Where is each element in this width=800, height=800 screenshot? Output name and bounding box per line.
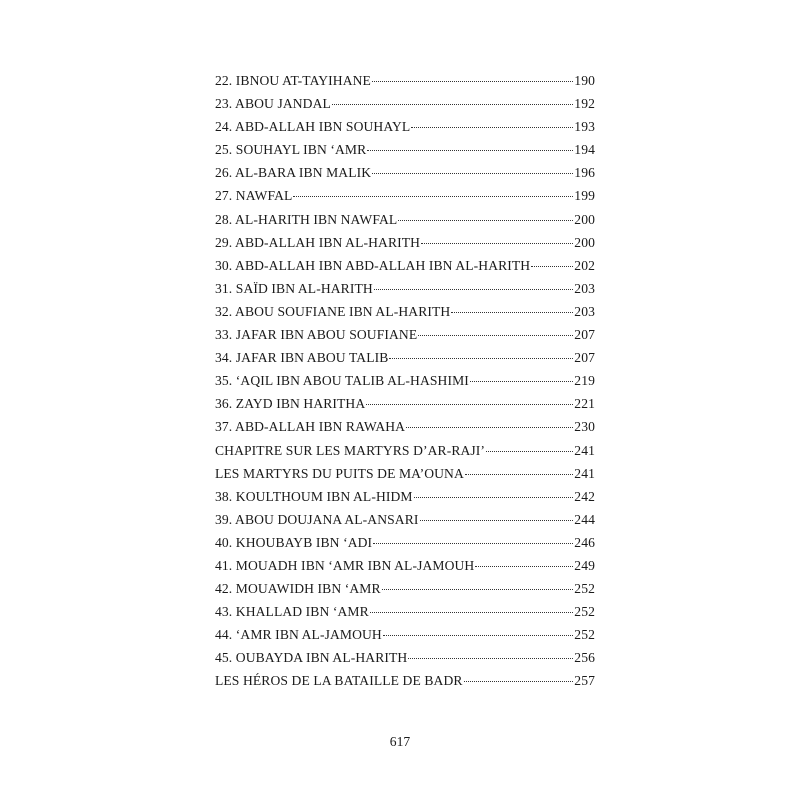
toc-entry-title: 41. MOUADH IBN ‘AMR IBN AL-JAMOUH — [215, 557, 475, 573]
toc-entry — [215, 673, 595, 696]
toc-entry-title: 34. JAFAR IBN ABOU TALIB — [215, 350, 389, 366]
toc-entry-page-number: 252 — [574, 627, 595, 643]
toc-entry — [215, 188, 595, 211]
dot-leader — [420, 520, 574, 521]
toc-entry — [215, 73, 595, 96]
toc-entry — [215, 466, 595, 489]
table-of-contents — [215, 73, 595, 697]
toc-entry-page-number: 207 — [574, 350, 595, 366]
toc-entry-page-number: 242 — [574, 488, 595, 504]
toc-entry-title: 39. ABOU DOUJANA AL-ANSARI — [215, 511, 419, 527]
toc-entry-title: 33. JAFAR IBN ABOU SOUFIANE — [215, 327, 418, 343]
toc-entry — [215, 443, 595, 466]
toc-entry-title: 37. ABD-ALLAH IBN RAWAHA — [215, 419, 406, 435]
page-number: 617 — [389, 734, 411, 749]
toc-entry — [215, 258, 595, 281]
dot-leader — [464, 681, 574, 682]
dot-leader — [406, 427, 573, 428]
dot-leader — [486, 451, 573, 452]
toc-entry-page-number: 199 — [574, 188, 595, 204]
toc-entry-title: 44. ‘AMR IBN AL-JAMOUH — [215, 627, 382, 643]
dot-leader — [372, 173, 573, 174]
toc-entry-title: 40. KHOUBAYB IBN ‘ADI — [215, 534, 373, 550]
toc-entry-page-number: 196 — [574, 165, 595, 181]
toc-entry-title: 35. ‘AQIL IBN ABOU TALIB AL-HASHIMI — [215, 373, 469, 389]
toc-entry-title: 23. ABOU JANDAL — [215, 96, 331, 112]
dot-leader — [418, 335, 573, 336]
dot-leader — [367, 150, 573, 151]
toc-entry-page-number: 230 — [574, 419, 595, 435]
toc-entry-page-number: 252 — [574, 581, 595, 597]
toc-entry-page-number: 193 — [574, 119, 595, 135]
toc-entry-title: 31. SAÏD IBN AL-HARITH — [215, 280, 373, 296]
toc-entry — [215, 235, 595, 258]
toc-entry-page-number: 190 — [574, 73, 595, 88]
toc-entry — [215, 396, 595, 419]
toc-entry-title: CHAPITRE SUR LES MARTYRS D’AR-RAJI’ — [215, 442, 486, 458]
toc-entry-title: LES MARTYRS DU PUITS DE MA’OUNA — [215, 465, 464, 481]
toc-entry-title: LES HÉROS DE LA BATAILLE DE BADR — [215, 673, 463, 689]
toc-entry — [215, 96, 595, 119]
dot-leader — [382, 589, 574, 590]
dot-leader — [372, 81, 573, 82]
dot-leader — [383, 635, 573, 636]
toc-entry-title: 30. ABD-ALLAH IBN ABD-ALLAH IBN AL-HARITH — [215, 257, 531, 273]
toc-entry-page-number: 252 — [574, 604, 595, 620]
dot-leader — [475, 566, 573, 567]
toc-entry-page-number: 203 — [574, 303, 595, 319]
toc-entry — [215, 119, 595, 142]
toc-entry-page-number: 221 — [574, 396, 595, 412]
toc-entry-page-number: 219 — [574, 373, 595, 389]
toc-entry — [215, 304, 595, 327]
toc-entry-title: 24. ABD-ALLAH IBN SOUHAYL — [215, 119, 411, 135]
dot-leader — [398, 220, 573, 221]
toc-entry — [215, 281, 595, 304]
toc-entry-page-number: 192 — [574, 96, 595, 112]
toc-entry — [215, 350, 595, 373]
toc-entry — [215, 558, 595, 581]
toc-entry — [215, 604, 595, 627]
toc-entry-title: 22. IBNOU AT-TAYIHANE — [215, 73, 371, 88]
toc-entry-title: 25. SOUHAYL IBN ‘AMR — [215, 142, 367, 158]
toc-entry-page-number: 244 — [574, 511, 595, 527]
toc-entry-title: 36. ZAYD IBN HARITHA — [215, 396, 366, 412]
dot-leader — [465, 474, 573, 475]
toc-entry-title: 32. ABOU SOUFIANE IBN AL-HARITH — [215, 303, 451, 319]
toc-entry — [215, 581, 595, 604]
dot-leader — [374, 289, 574, 290]
dot-leader — [414, 497, 574, 498]
toc-entry — [215, 535, 595, 558]
toc-entry-title: 42. MOUAWIDH IBN ‘AMR — [215, 581, 381, 597]
toc-entry-page-number: 241 — [574, 465, 595, 481]
toc-entry-page-number: 202 — [574, 257, 595, 273]
toc-entry-page-number: 207 — [574, 327, 595, 343]
toc-entry — [215, 627, 595, 650]
toc-entry-title: 38. KOULTHOUM IBN AL-HIDM — [215, 488, 413, 504]
dot-leader — [411, 127, 573, 128]
toc-entry-title: 28. AL-HARITH IBN NAWFAL — [215, 211, 398, 227]
toc-entry-title: 26. AL-BARA IBN MALIK — [215, 165, 372, 181]
dot-leader — [332, 104, 573, 105]
toc-entry-title: 45. OUBAYDA IBN AL-HARITH — [215, 650, 408, 666]
dot-leader — [370, 612, 574, 613]
dot-leader — [531, 266, 573, 267]
toc-entry-page-number: 200 — [574, 211, 595, 227]
toc-entry — [215, 327, 595, 350]
toc-entry-title: 29. ABD-ALLAH IBN AL-HARITH — [215, 234, 421, 250]
dot-leader — [366, 404, 573, 405]
toc-entry-page-number: 241 — [574, 442, 595, 458]
toc-entry-page-number: 194 — [574, 142, 595, 158]
toc-entry-page-number: 200 — [574, 234, 595, 250]
dot-leader — [389, 358, 573, 359]
toc-entry — [215, 489, 595, 512]
toc-entry-title: 43. KHALLAD IBN ‘AMR — [215, 604, 369, 620]
dot-leader — [470, 381, 573, 382]
dot-leader — [451, 312, 573, 313]
toc-entry-page-number: 257 — [574, 673, 595, 689]
toc-entry — [215, 142, 595, 165]
toc-entry — [215, 650, 595, 673]
toc-entry — [215, 373, 595, 396]
toc-entry-page-number: 249 — [574, 557, 595, 573]
dot-leader — [408, 658, 573, 659]
toc-entry-page-number: 256 — [574, 650, 595, 666]
toc-entry — [215, 512, 595, 535]
toc-entry — [215, 165, 595, 188]
toc-entry — [215, 419, 595, 442]
toc-entry-title: 27. NAWFAL — [215, 188, 293, 204]
dot-leader — [421, 243, 573, 244]
toc-entry-page-number: 203 — [574, 280, 595, 296]
dot-leader — [293, 196, 573, 197]
toc-entry — [215, 212, 595, 235]
dot-leader — [373, 543, 573, 544]
toc-entry-page-number: 246 — [574, 534, 595, 550]
